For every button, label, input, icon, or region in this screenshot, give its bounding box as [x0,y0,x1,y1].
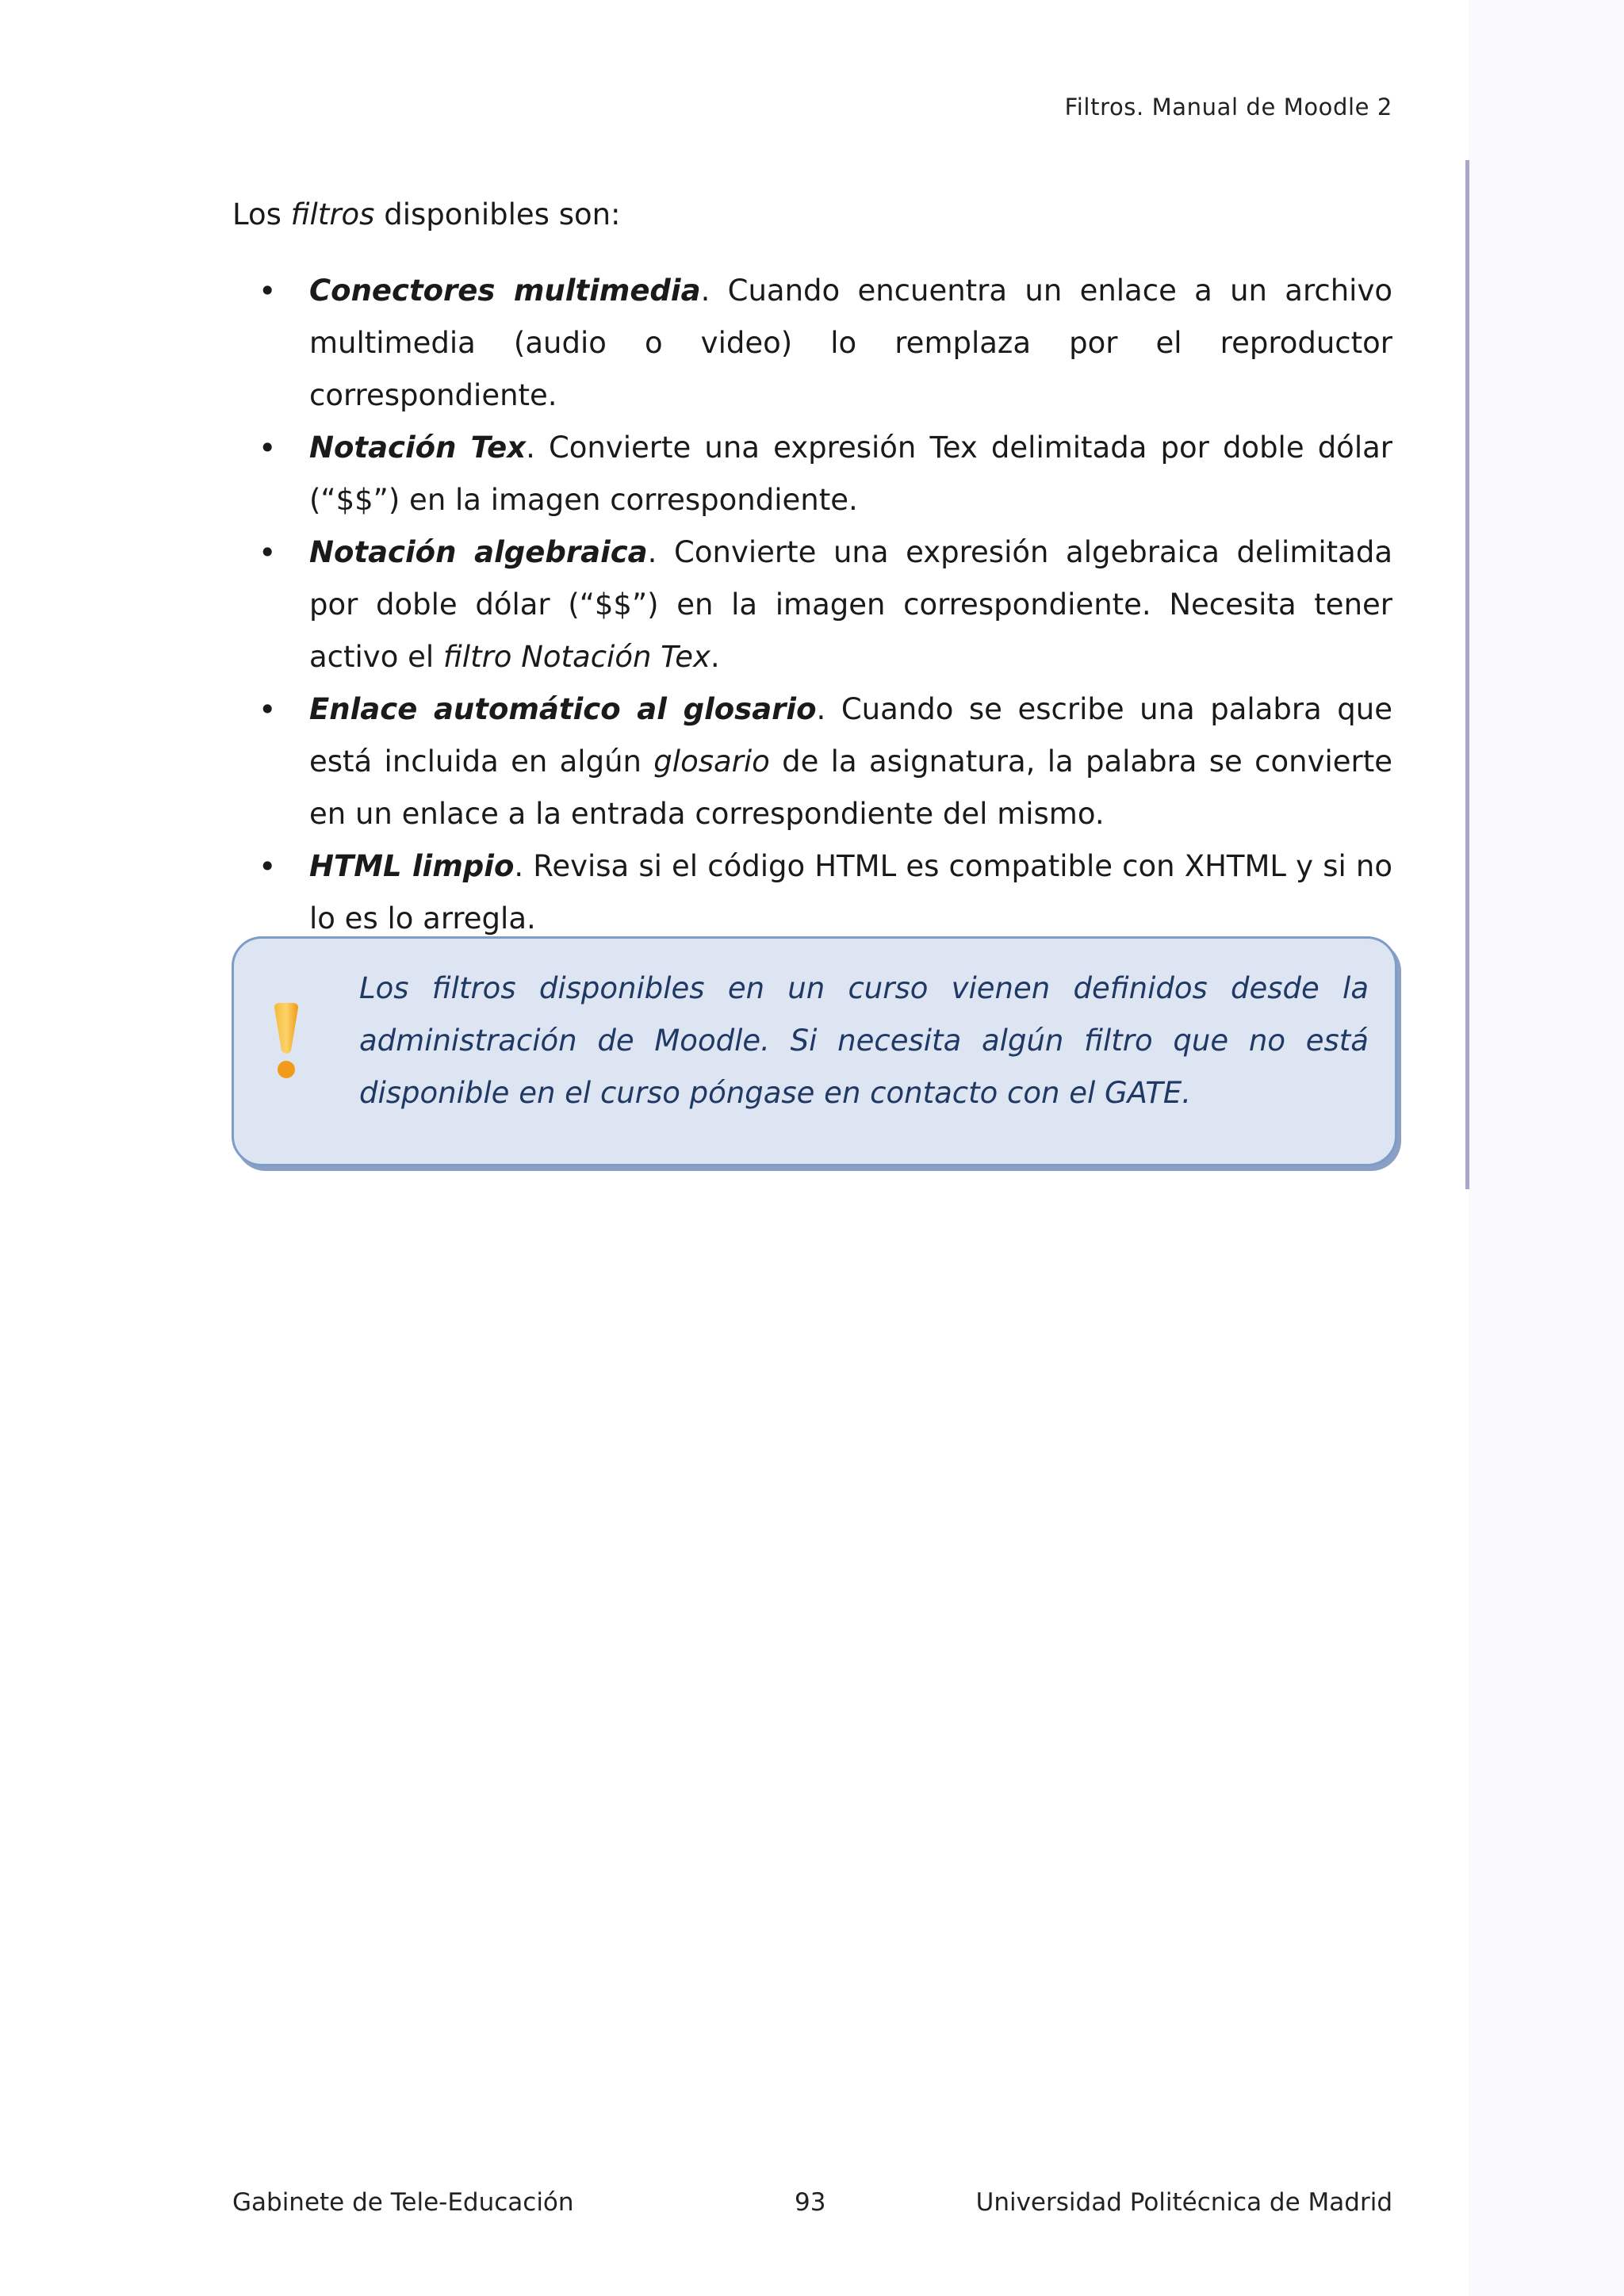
body-content [232,189,1392,945]
filters-list [232,265,1392,945]
intro-paragraph [232,189,1392,241]
intro-text-after: disponibles son: [374,197,621,232]
footer-university: Universidad Politécnica de Madrid [975,2188,1392,2217]
note-text: Los filtros disponibles en un curso vienen definidos desde la administración de Moodle. Si necesita algún filtro que no está disponible en el curso póngase en contacto con el GATE. [359,971,1369,1110]
filter-term: HTML limpio [309,849,515,883]
filter-item-html-limpio [232,840,1392,945]
filter-item-notacion-tex [232,422,1392,526]
filter-description: . Revisa si el código HTML es compatible con XHTML y si no lo es lo arregla. [309,849,1392,936]
filter-item-notacion-algebraica [232,526,1392,683]
filter-emphasis: filtro Notación Tex [442,640,710,674]
intro-text-before: Los [232,197,291,232]
filter-term: Notación algebraica [309,535,648,569]
intro-term: filtros [290,197,375,232]
filter-description: . Convierte una expresión Tex delimitada por doble dólar (“$$”) en la imagen correspondiente. [309,430,1392,517]
filter-item-conectores-multimedia [232,265,1392,422]
filter-term: Conectores multimedia [309,274,701,308]
filter-emphasis: glosario [653,744,770,779]
filter-description: . Cuando encuentra un enlace a un archivo multimedia (audio o video) lo remplaza por el reproductor correspondiente. [309,274,1392,412]
filter-description: . Convierte una expresión algebraica delimitada por doble dólar (“$$”) en la imagen correspondiente. Necesita tener activo el [309,535,1392,674]
filter-description-tail: de la asignatura, la palabra se convierte en un enlace a la entrada correspondiente del mismo. [309,744,1392,831]
filter-description: . Cuando se escribe una palabra que está incluida en algún [309,692,1392,779]
running-header: Filtros. Manual de Moodle 2 [1064,94,1392,121]
filter-term: Notación Tex [309,430,527,465]
exclamation-icon [272,1001,301,1081]
page-margin-shade [1469,0,1624,2296]
footer-organization: Gabinete de Tele-Educación [232,2188,574,2217]
page-number: 93 [795,2188,826,2217]
note-box [232,936,1397,1166]
filter-term: Enlace automático al glosario [309,692,817,726]
side-rule [1465,160,1469,1189]
filter-item-enlace-glosario [232,683,1392,840]
filter-description-tail: . [710,640,720,674]
